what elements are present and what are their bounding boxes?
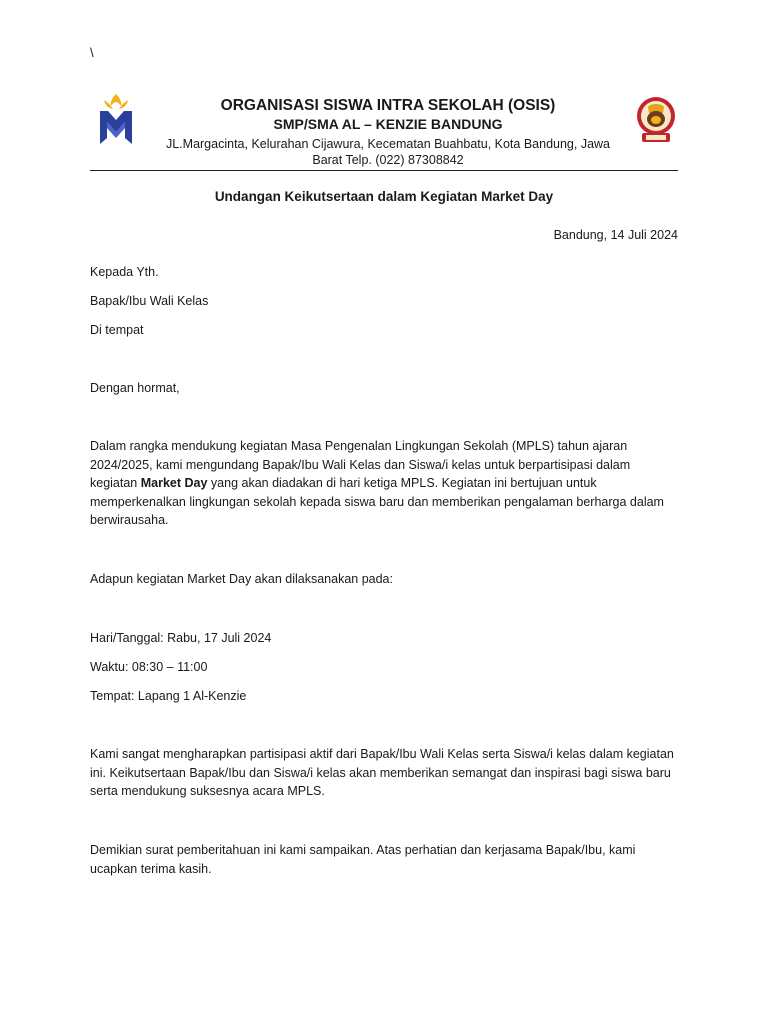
para1-bold-market-day: Market Day <box>140 476 208 491</box>
para1-text-after: yang akan diadakan di hari ketiga MPLS. Kegiatan ini bertujuan untuk memperkenalkan lingkungan sekolah kepada siswa baru dan memberikan pengalaman berharga dalam berwirausaha. <box>90 476 664 528</box>
school-m-logo-icon <box>94 92 138 148</box>
letterhead <box>150 96 626 168</box>
org-name: ORGANISASI SISWA INTRA SEKOLAH (OSIS) <box>220 97 556 114</box>
schedule-place: Tempat: Lapang 1 Al-Kenzie <box>90 689 247 703</box>
stray-backslash: \ <box>90 45 94 60</box>
schedule-time: Waktu: 08:30 – 11:00 <box>90 660 208 674</box>
recipient-line-3: Di tempat <box>90 323 144 337</box>
body-paragraph-2: Kami sangat mengharapkan partisipasi aktif dari Bapak/Ibu Wali Kelas serta Siswa/i kelas dalam kegiatan ini. Keikutsertaan Bapak/Ibu dan Siswa/i kelas akan memberikan semangat dan inspirasi bagi siswa baru serta mendukung suksesnya acara MPLS. <box>90 747 674 799</box>
recipient-line-2: Bapak/Ibu Wali Kelas <box>90 294 209 308</box>
para1-text-before: Dalam rangka mendukung kegiatan Masa Pengenalan Lingkungan Sekolah (MPLS) tahun ajaran 2024/2025, kami mengundang Bapak/Ibu Wali Kelas dan Siswa/i kelas untuk berpartisipasi dalam kegiatan <box>90 439 631 491</box>
body-paragraph-1 <box>90 437 680 530</box>
school-address: JL.Margacinta, Kelurahan Cijawura, Kecematan Buahbatu, Kota Bandung, Jawa Barat Telp. (022) 87308842 <box>165 137 611 167</box>
closing-paragraph: Demikian surat pemberitahuan ini kami sampaikan. Atas perhatian dan kerjasama Bapak/Ibu, kami ucapkan terima kasih. <box>90 843 636 876</box>
letter-subject: Undangan Keikutsertaan dalam Kegiatan Market Day <box>214 189 554 204</box>
greeting: Dengan hormat, <box>90 381 180 395</box>
schedule-intro: Adapun kegiatan Market Day akan dilaksanakan pada: <box>90 572 393 586</box>
letter-date: Bandung, 14 Juli 2024 <box>553 228 678 242</box>
letterhead-divider <box>90 170 678 171</box>
schedule-day-date: Hari/Tanggal: Rabu, 17 Juli 2024 <box>90 631 272 645</box>
school-emblem-icon <box>634 95 678 145</box>
school-name: SMP/SMA AL – KENZIE BANDUNG <box>273 116 503 132</box>
recipient-line-1: Kepada Yth. <box>90 265 159 279</box>
